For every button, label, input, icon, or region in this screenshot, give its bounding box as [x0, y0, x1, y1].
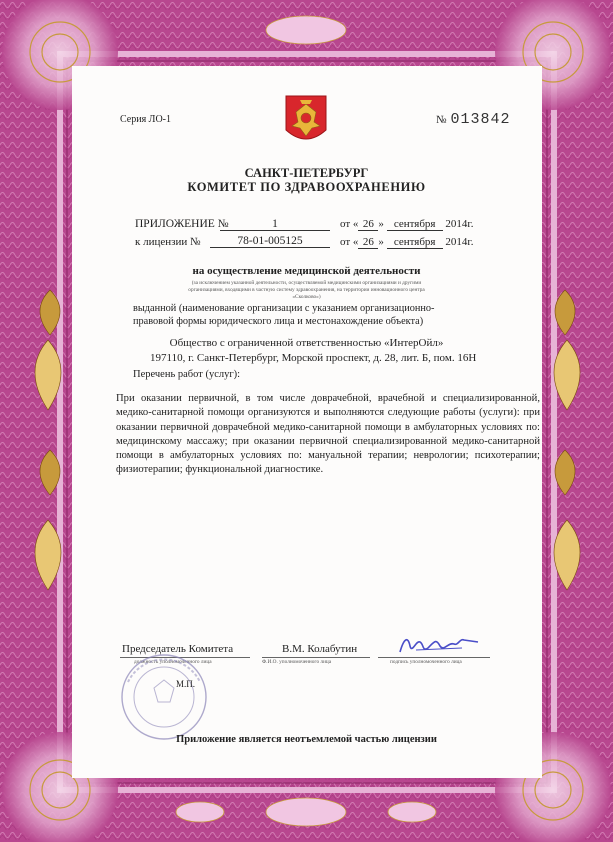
license-day: 26 [358, 236, 378, 249]
license-date-prefix: от « [340, 236, 359, 248]
authority-heading: КОМИТЕТ ПО ЗДРАВООХРАНЕНИЮ [187, 180, 426, 194]
license-year-suffix: г. [467, 236, 474, 248]
works-label: Перечень работ (услуг): [133, 369, 241, 380]
signatory-name: В.М. Колабутин [282, 643, 358, 655]
appendix-date [340, 218, 473, 231]
appendix-number: 1 [220, 218, 330, 231]
activity-title: на осуществление медицинской деятельности [192, 265, 421, 277]
activity-note-line3: «Сколково») [292, 294, 321, 300]
appendix-month: сентября [387, 218, 443, 231]
appendix-year: 2014 [445, 218, 468, 230]
appendix-date-mid: » [378, 218, 384, 230]
signatory-role: Председатель Комитета [122, 643, 234, 655]
name-underline [262, 657, 370, 658]
activity-note-line2: организациями, входящими в частную систему здравоохранения, на территории инновационного центра [188, 287, 425, 293]
series-label: Серия ЛО-1 [120, 114, 172, 125]
issued-to-line1: выданной (наименование организации с указанием организационно- [133, 303, 435, 314]
organization-address: 197110, г. Санкт-Петербург, Морской проспект, д. 28, лит. Б, пом. 16Н [150, 352, 477, 364]
official-stamp [108, 652, 220, 742]
number-sign: № [436, 114, 447, 126]
appendix-label: ПРИЛОЖЕНИЕ № [135, 218, 229, 230]
license-number: 78-01-005125 [210, 235, 330, 248]
activity-note-line1: (за исключением указанной деятельности, осуществляемой медицинскими организациями и другими [191, 280, 422, 286]
license-date [340, 236, 473, 249]
issued-to-line2: правовой формы юридического лица и местонахождение объекта) [133, 316, 424, 327]
handwritten-signature [398, 632, 480, 658]
number-value: 013842 [450, 111, 511, 128]
caption-role: должность уполномоченного лица [134, 659, 212, 665]
license-date-mid: » [378, 236, 384, 248]
works-list-text: При оказании первичной, в том числе доврачебной, врачебной и специализированной, медико-санитарной помощи организуются и выполняются следующие работы (услуги): при оказании первичной доврачебной медико-санитарной помощи в амбулаторных условиях по: медицинскому массажу; при оказании первичной специализированной медико-санитарной помощи в амбулаторных условиях по: мануальной терапии; неврологии; психотерапии; физиотерапии; функциональной диагностике. [116, 393, 540, 476]
license-month: сентября [387, 236, 443, 249]
coat-of-arms-icon [284, 94, 328, 148]
appendix-date-prefix: от « [340, 218, 359, 230]
caption-name: Ф.И.О. уполномоченного лица [262, 659, 332, 665]
appendix-year-suffix: г. [467, 218, 474, 230]
license-year: 2014 [445, 236, 468, 248]
license-label: к лицензии № [135, 236, 201, 248]
city-heading: САНКТ-ПЕТЕРБУРГ [244, 166, 369, 180]
seal-place: М.П. [176, 679, 196, 689]
appendix-day: 26 [358, 218, 378, 231]
document-number [436, 110, 511, 128]
caption-signature: подпись уполномоченного лица [390, 659, 462, 665]
footer-note: Приложение является неотъемлемой частью лицензии [176, 734, 437, 745]
organization-name: Общество с ограниченной ответственностью «ИнтерОйл» [169, 337, 444, 349]
